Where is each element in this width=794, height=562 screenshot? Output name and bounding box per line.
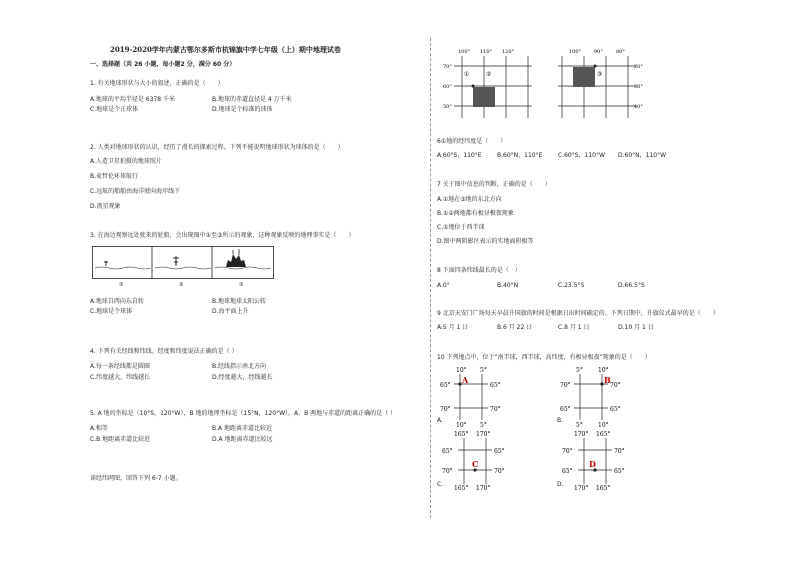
q1-option-b[interactable]: B.地球的赤道直径是 4 万千米 <box>212 96 292 103</box>
point-c-marker: C <box>472 459 479 469</box>
qc-top-2: 170° <box>476 431 491 438</box>
q4-option-d[interactable]: D.经度越大，经线越长 <box>212 374 273 381</box>
qb-left-2: 65° <box>560 406 571 413</box>
qa-left-1: 65° <box>440 382 451 389</box>
q7-option-b[interactable]: B.①②两地都有极昼极夜现象 <box>437 210 514 217</box>
q5-option-b[interactable]: B.A 地距离赤道比较近 <box>212 425 273 432</box>
qc-bottom-1: 165° <box>454 485 469 492</box>
q10-grid-c[interactable] <box>436 430 516 492</box>
ship-figure <box>92 246 274 288</box>
q6-stem: 6①地的经纬度是（ ） <box>437 138 507 145</box>
q8-option-a[interactable]: A.0° <box>437 282 450 289</box>
q5-option-a[interactable]: A.相等 <box>90 425 108 432</box>
q8-option-d[interactable]: D.66.5°S <box>618 282 645 289</box>
right-top-label-2: 90° <box>594 49 603 55</box>
q9-option-d[interactable]: D.10 月 1 日 <box>618 324 654 331</box>
figure-label-1: ① <box>119 282 124 288</box>
shaded-area-left <box>473 87 495 107</box>
qd-right-2: 65° <box>614 468 625 475</box>
figure-label-3: ③ <box>239 282 244 288</box>
q2-option-d[interactable]: D.流星观象 <box>90 203 121 210</box>
q10-grid-a[interactable] <box>436 366 516 428</box>
left-side-label-2: 60° <box>443 84 452 90</box>
q9-stem: 9 北京天安门广场每天早晨升国旗的时间是根据日出时间确定的。下列日期中，升旗仪式最早的是（ ） <box>437 310 719 317</box>
q2-option-a[interactable]: A.人造卫星拍摄的地球照片 <box>90 158 162 165</box>
qc-left-2: 70° <box>442 468 453 475</box>
qc-right-2: 70° <box>494 468 505 475</box>
qd-right-1: 70° <box>614 448 625 455</box>
qa-top-1: 10° <box>456 367 467 374</box>
q9-option-a[interactable]: A.5 月 1 日 <box>437 324 469 331</box>
q7-stem: 7 关于图中信息的判断，正确的是（ ） <box>437 181 551 188</box>
q9-option-c[interactable]: C.8 月 1 日 <box>558 324 590 331</box>
column-divider <box>430 38 431 518</box>
qa-top-2: 5° <box>480 367 487 374</box>
q5-option-d[interactable]: D.A 地距离赤道比较远 <box>212 436 273 443</box>
q1-stem: 1. 有关地球形状与大小的叙述，正确的是（ ） <box>90 80 224 87</box>
q10-stem: 10 下列地点中，位于“南半球，西半球，高纬度，有极昼极夜”现象的是（ ） <box>437 354 651 361</box>
q4-option-c[interactable]: C.纬度越大，纬线越长 <box>90 374 151 381</box>
right-top-label-3: 80° <box>616 49 625 55</box>
q1-option-d[interactable]: D.地球是个标准的球体 <box>212 106 273 113</box>
figure-label-2: ② <box>179 282 184 288</box>
qb-right-2: 65° <box>610 406 621 413</box>
q7-option-c[interactable]: C.①地位于西半球 <box>437 224 485 231</box>
right-side-label-3: 40° <box>634 104 643 110</box>
q9-option-b[interactable]: B.6 月 22 日 <box>497 324 533 331</box>
page-title: 2019-2020学年内蒙古鄂尔多斯市杭锦旗中学七年级（上）期中地理试卷 <box>110 45 341 54</box>
q6-option-a[interactable]: A.60°S，110°E <box>437 152 482 159</box>
left-top-label-1: 100° <box>458 49 471 55</box>
q7-option-a[interactable]: A.①地在③地的东北方向 <box>437 196 502 203</box>
shaded-area-right <box>573 67 595 87</box>
q7-option-d[interactable]: D.图中两阴影区表示的实地面积相等 <box>437 238 534 245</box>
q8-option-b[interactable]: B.40°N <box>497 282 519 289</box>
q3-stem: 3. 在海边观察远处驶来的轮船，会出现图中①至③所示的观象，这种观象反映的地理事实是（ ） <box>90 232 355 239</box>
qc-left-1: 65° <box>442 448 453 455</box>
qa-right-1: 65° <box>490 382 501 389</box>
qd-top-1: 170° <box>574 431 589 438</box>
q10-option-c[interactable]: C. <box>437 481 444 488</box>
qc-top-1: 165° <box>454 431 469 438</box>
q10-grid-b[interactable] <box>556 366 636 428</box>
q10-option-b[interactable]: B. <box>557 417 564 424</box>
mark-1: ① <box>464 71 470 78</box>
q2-stem: 2. 人类对地球形状的认识，经历了漫长的探索过程。下列不能说明地球形状为球体的是（ ） <box>90 144 344 151</box>
q8-stem: 8 下面四条纬线最长的是（ ） <box>437 267 521 274</box>
left-top-label-3: 120° <box>502 49 515 55</box>
right-side-label-2: 30° <box>634 84 643 90</box>
qa-bottom-2: 5° <box>480 422 487 428</box>
left-side-label-3: 50° <box>443 104 452 110</box>
left-side-label-1: 70° <box>443 64 452 70</box>
qc-right-1: 65° <box>494 448 505 455</box>
qd-left-2: 65° <box>562 468 573 475</box>
q4-stem: 4. 下列有关经线和纬线、经度和纬度说法正确的是（ ） <box>90 348 238 355</box>
qd-bottom-2: 165° <box>596 485 611 492</box>
qb-bottom-1: 5° <box>576 422 583 428</box>
mark-3: ③ <box>597 71 603 78</box>
right-top-label-1: 100° <box>569 49 582 55</box>
reading-note: 读经纬网图，回答下列 6-7 小题。 <box>90 475 182 482</box>
q3-option-a[interactable]: A.地球自西向东自转 <box>90 298 144 305</box>
qa-right-2: 70° <box>490 406 501 413</box>
point-b-marker: B <box>604 375 611 385</box>
lat-long-grid-left <box>442 46 534 122</box>
q4-option-a[interactable]: A.每一条经线都是圆圈 <box>90 363 150 370</box>
qb-bottom-2: 10° <box>598 422 609 428</box>
section-heading: 一、选择题（共 26 小题，每小题2 分，满分 60 分） <box>90 61 236 68</box>
qb-top-2: 10° <box>598 367 609 374</box>
q6-option-c[interactable]: C.60°S，110°W <box>558 152 605 159</box>
q3-option-c[interactable]: C.地球是个球体 <box>90 308 133 315</box>
qd-top-2: 165° <box>596 431 611 438</box>
point-a-marker: A <box>462 375 469 385</box>
q6-option-b[interactable]: B.60°N，110°E <box>497 152 543 159</box>
q1-option-a[interactable]: A.地球的平均半径是 6378 千米 <box>90 96 175 103</box>
qc-bottom-2: 170° <box>476 485 491 492</box>
q10-option-d[interactable]: D. <box>557 481 564 488</box>
mark-2: ② <box>486 71 492 78</box>
qd-left-1: 70° <box>562 448 573 455</box>
qa-left-2: 70° <box>440 406 451 413</box>
q3-option-b[interactable]: B.地球地球太阳公转 <box>212 298 267 305</box>
qa-bottom-1: 10° <box>456 422 467 428</box>
left-top-label-2: 110° <box>480 49 493 55</box>
qb-top-1: 5° <box>576 367 583 374</box>
q4-option-b[interactable]: B.经线指示南北方向 <box>212 363 267 370</box>
q10-option-a[interactable]: A. <box>437 417 443 424</box>
qd-bottom-1: 170° <box>574 485 589 492</box>
q10-grid-d[interactable] <box>556 430 636 492</box>
q5-option-c[interactable]: C.B 地距离赤道比较近 <box>90 436 151 443</box>
q3-option-d[interactable]: D.海平面上升 <box>212 308 249 315</box>
point-d-marker: D <box>589 459 596 469</box>
q1-option-c[interactable]: C.地球是个正球体 <box>90 106 139 113</box>
lat-long-grid-right <box>556 46 648 122</box>
qb-left-1: 70° <box>560 382 571 389</box>
q5-stem: 5. A 地的坐标是（10°S，120°W），B 地的地理坐标是（15°N，120°W），A、B 两地与赤道的距离正确的是（ ） <box>90 410 397 417</box>
q8-option-c[interactable]: C.23.5°S <box>558 282 585 289</box>
q2-option-c[interactable]: C.远航的船舶由海洋驶向海岸线下 <box>90 188 181 195</box>
q6-option-d[interactable]: D.60°N，110°W <box>618 152 667 159</box>
right-side-label-1: 20° <box>634 64 643 70</box>
q2-option-b[interactable]: B.麦哲伦环球航行 <box>90 173 139 180</box>
qb-right-1: 70° <box>610 382 621 389</box>
